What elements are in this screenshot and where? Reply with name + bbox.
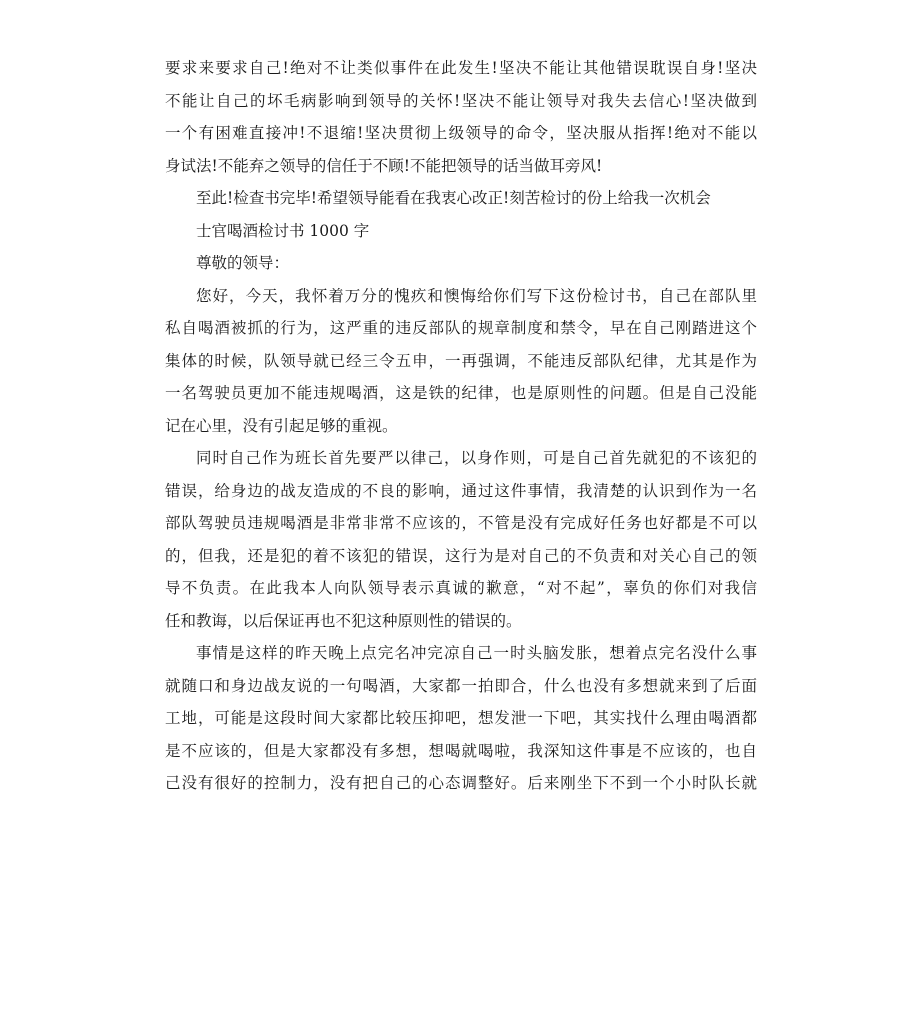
text-line: 一个有困难直接冲!不退缩!坚决贯彻上级领导的命令，坚决服从指挥!绝对不能以 [165,124,757,142]
text-line: 要求来要求自己!绝对不让类似事件在此发生!坚决不能让其他错误耽误自身!坚决 [165,59,757,77]
salutation [165,247,757,280]
text-line: 工地，可能是这段时间大家都比较压抑吧，想发泄一下吧，其实找什么理由喝酒都 [165,709,757,727]
text-line: 士官喝酒检讨书 1000 字 [196,221,370,240]
paragraph-closing [165,182,757,215]
text-line: 尊敬的领导： [196,254,290,272]
text-line: 您好，今天，我怀着万分的愧疚和懊悔给你们写下这份检讨书，自己在部队里 [196,286,757,305]
text-line: 任和教诲，以后保证再也不犯这种原则性的错误的。 [165,611,522,630]
text-line: 一名驾驶员更加不能违规喝酒，这是铁的纪律，也是原则性的问题。但是自己没能 [165,384,757,402]
text-line: 部队驾驶员违规喝酒是非常非常不应该的，不管是没有完成好任务也好都是不可以 [165,514,757,532]
text-line: 至此!检查书完毕!希望领导能看在我衷心改正!刻苦检讨的份上给我一次机会 [196,189,711,207]
document-title [165,215,757,248]
document-body [165,52,757,800]
text-line: 事情是这样的昨天晚上点完名冲完凉自己一时头脑发胀，想着点完名没什么事 [196,644,757,662]
text-line: 就随口和身边战友说的一句喝酒，大家都一拍即合，什么也没有多想就来到了后面 [165,676,757,695]
paragraph-apology [165,442,757,637]
text-line: 同时自己作为班长首先要严以律己，以身作则，可是自己首先就犯的不该犯的 [196,449,757,467]
text-line: 不能让自己的坏毛病影响到领导的关怀!坚决不能让领导对我失去信心!坚决做到 [165,91,757,110]
text-line: 是不应该的，但是大家都没有多想，想喝就喝啦，我深知这件事是不应该的，也自 [165,741,757,760]
paragraph-incident [165,637,757,800]
paragraph-commitment [165,52,757,182]
text-line: 记在心里，没有引起足够的重视。 [165,416,398,435]
text-line: 的，但我，还是犯的着不该犯的错误，这行为是对自己的不负责和对关心自己的领 [165,546,757,565]
text-line: 私自喝酒被抓的行为，这严重的违反部队的规章制度和禁令，早在自己刚踏进这个 [165,319,757,337]
text-line: 身试法!不能弃之领导的信任于不顾!不能把领导的话当做耳旁风! [165,156,603,175]
text-line: 导不负责。在此我本人向队领导表示真诚的歉意，“对不起”，辜负的你们对我信 [165,579,757,597]
text-line: 错误，给身边的战友造成的不良的影响，通过这件事情，我清楚的认识到作为一名 [165,481,757,500]
text-line: 集体的时候，队领导就已经三令五申，一再强调，不能违反部队纪律，尤其是作为 [165,351,757,370]
paragraph-intro [165,280,757,443]
text-line: 己没有很好的控制力，没有把自己的心态调整好。后来刚坐下不到一个小时队长就 [165,774,757,792]
